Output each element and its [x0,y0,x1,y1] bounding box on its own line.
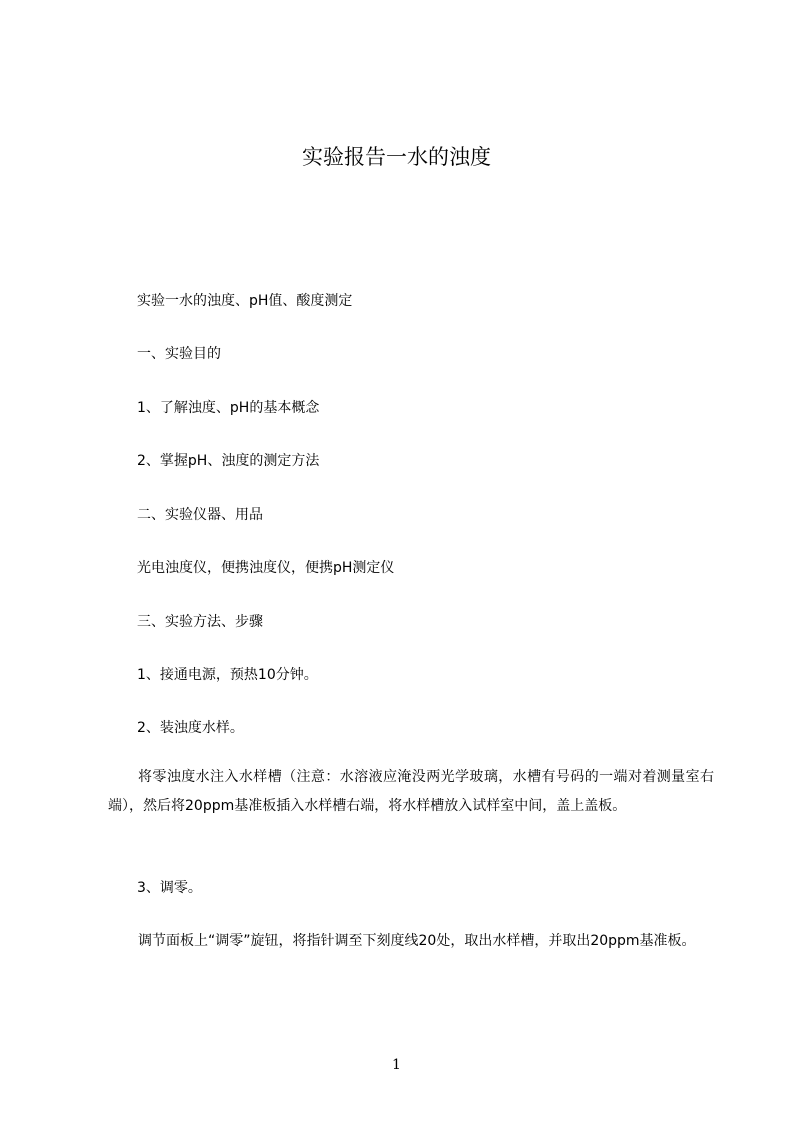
page-number: 1 [392,1057,401,1073]
heading-method: 三、实验方法、步骤 [137,614,263,630]
page-title: 实验报告一水的浊度 [302,145,491,169]
step-3: 3、调零。 [137,880,202,896]
purpose-item-2: 2、掌握pH、浊度的测定方法 [137,453,320,469]
step-1: 1、接通电源，预热10分钟。 [137,667,318,683]
purpose-item-1: 1、了解浊度、pH的基本概念 [137,400,320,416]
equipment-list: 光电浊度仪，便携浊度仪，便携pH测定仪 [137,560,395,576]
heading-purpose: 一、实验目的 [137,346,221,362]
step-2: 2、装浊度水样。 [137,720,244,736]
heading-equipment: 二、实验仪器、用品 [137,507,263,523]
step-3-paragraph: 调节面板上“调零”旋钮，将指针调至下刻度线20处，取出水样槽，并取出20ppm基准板。 [138,933,696,949]
section-heading-experiment: 实验一水的浊度、pH值、酸度测定 [137,293,353,309]
step-2-paragraph: 将零浊度水注入水样槽（注意：水溶液应淹没两光学玻璃，水槽有号码的一端对着测量室右端），然后将20ppm基准板插入水样槽右端，将水样槽放入试样室中间，盖上盖板。 [108,769,714,814]
